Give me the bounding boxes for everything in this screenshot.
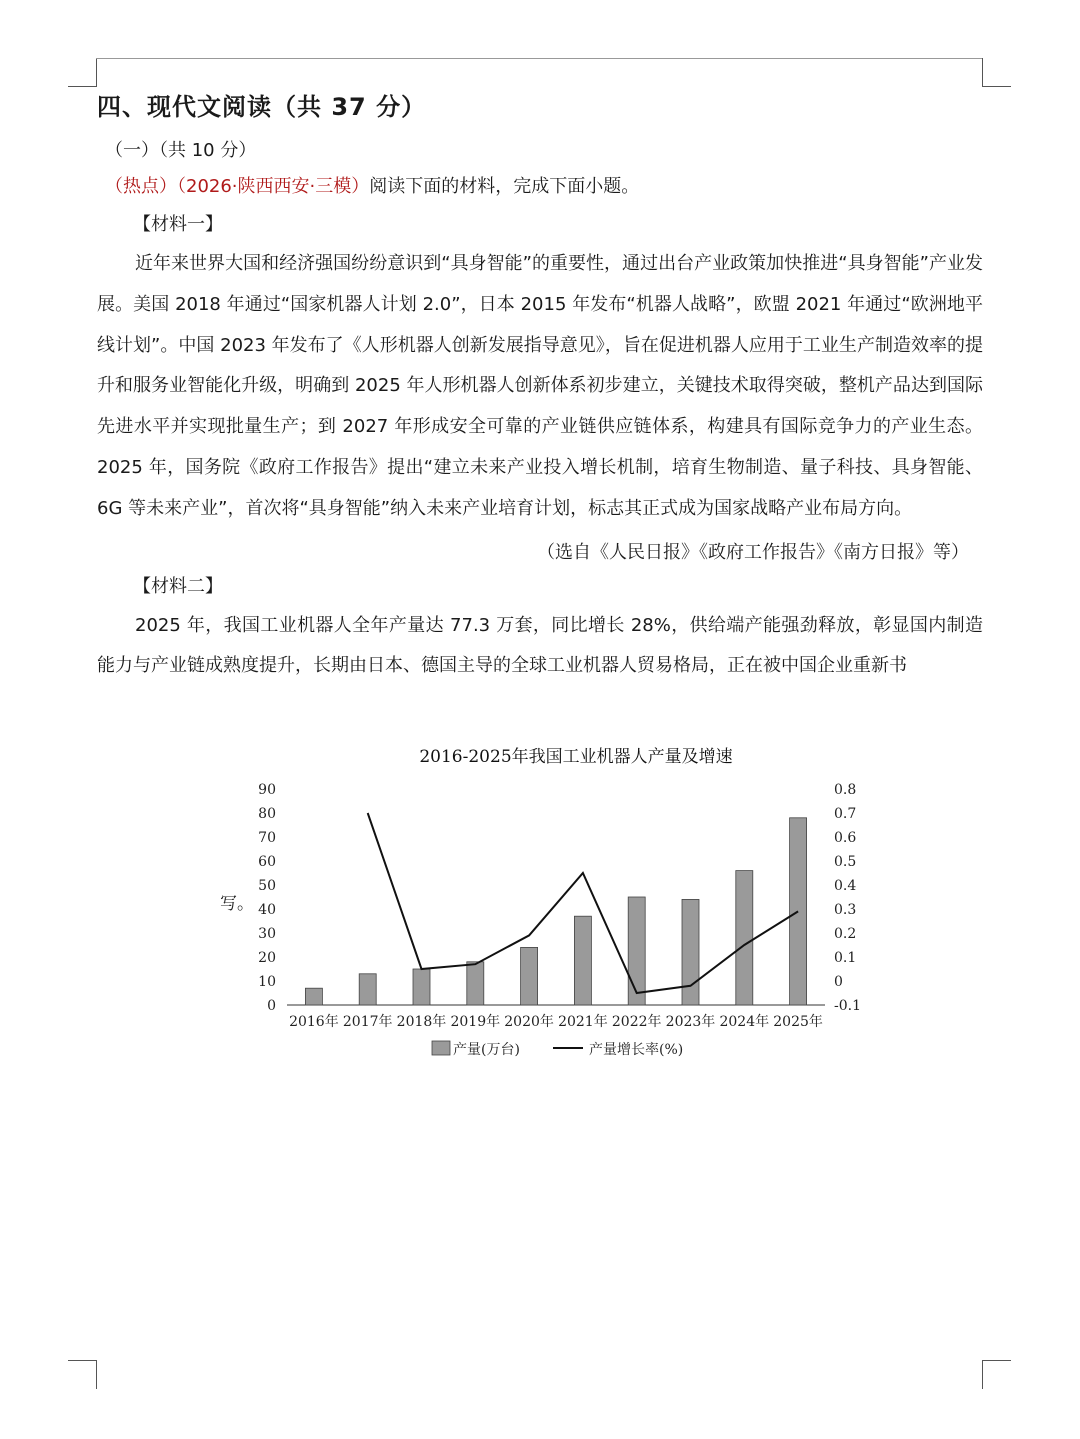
crop-mark-bottom-right — [982, 1360, 1011, 1389]
y-left-tick-label: 40 — [258, 902, 276, 918]
y-left-tick-label: 30 — [258, 926, 276, 942]
intro-line — [105, 172, 983, 202]
material1-paragraph: 近年来世界大国和经济强国纷纷意识到“具身智能”的重要性，通过出台产业政策加快推进“具身智能”产业发展。美国 2018 年通过“国家机器人计划 2.0”，日本 2015 年发布“机器人战略”，欧盟 2021 年通过“欧洲地平线计划”。中国 2023 年发布了《人形机器人创新发展指导意见》，旨在促进机器人应用于工业生产制造效率的提升和服务业智能化升级，明确到 2025 年人形机器人创新体系初步建立，关键技术取得突破，整机产品达到国际先进水平并实现批量生产；到 2027 年形成安全可靠的产业链供应链体系，构建具有国际竞争力的产业生态。2025 年，国务院《政府工作报告》提出“建立未来产业投入增长机制，培育生物制造、量子科技、具身智能、6G 等未来产业”，首次将“具身智能”纳入未来产业培育计划，标志其正式成为国家战略产业布局方向。 — [97, 253, 983, 519]
chart-bar — [736, 871, 753, 1005]
chart-bar — [790, 818, 807, 1005]
y-right-tick-label: 0.1 — [834, 950, 857, 966]
hot-tag: （热点）（2026·陕西西安·三模） — [105, 176, 370, 197]
intro-text: 阅读下面的材料，完成下面小题。 — [369, 176, 640, 197]
material2-paragraph: 2025 年，我国工业机器人全年产量达 77.3 万套，同比增长 28%，供给端产能强劲释放，彰显国内制造能力与产业链成熟度提升，长期由日本、德国主导的全球工业机器人贸易格局，正在被中国企业重新书 — [97, 614, 983, 677]
y-right-tick-label: 0.3 — [834, 902, 857, 918]
chart-annotation: 写。 — [220, 894, 254, 914]
legend-line-label: 产量增长率(%) — [589, 1042, 684, 1058]
x-tick-label: 2017年 — [342, 1014, 393, 1030]
y-left-tick-label: 90 — [258, 782, 276, 798]
chart-bar — [521, 947, 538, 1005]
crop-mark-top-left — [68, 58, 97, 87]
crop-mark-bottom-left — [68, 1360, 97, 1389]
chart-plot-area — [258, 782, 861, 1058]
y-right-tick-label: 0.2 — [834, 926, 857, 942]
sub-title: （一）（共 10 分） — [105, 140, 257, 161]
x-tick-label: 2023年 — [665, 1014, 716, 1030]
page-top-border — [96, 58, 982, 59]
document-body — [97, 88, 983, 688]
y-right-tick-label: 0.6 — [834, 830, 857, 846]
y-right-tick-label: 0.8 — [834, 782, 857, 798]
y-left-tick-label: 50 — [258, 878, 276, 894]
x-tick-label: 2024年 — [719, 1014, 770, 1030]
chart-bar — [467, 962, 484, 1005]
material1-heading: 【材料一】 — [133, 214, 223, 235]
chart-bar — [359, 974, 376, 1005]
x-tick-label: 2018年 — [396, 1014, 447, 1030]
crop-mark-top-right — [982, 58, 1011, 87]
y-left-tick-label: 10 — [258, 974, 276, 990]
section-title: 四、现代文阅读（共 37 分） — [97, 93, 427, 121]
x-tick-label: 2025年 — [773, 1014, 823, 1030]
chart-bar — [305, 988, 322, 1005]
x-tick-label: 2016年 — [289, 1014, 339, 1030]
y-left-tick-label: 0 — [267, 998, 276, 1014]
x-tick-label: 2022年 — [611, 1014, 662, 1030]
chart-title: 2016-2025年我国工业机器人产量及增速 — [419, 747, 733, 767]
chart-bar — [682, 899, 699, 1005]
y-left-tick-label: 70 — [258, 830, 276, 846]
y-right-tick-label: 0.7 — [834, 806, 857, 822]
y-right-tick-label: 0 — [834, 974, 843, 990]
material2-heading: 【材料二】 — [133, 575, 223, 597]
y-right-tick-label: 0.5 — [834, 854, 857, 870]
legend-bar-label: 产量(万台) — [453, 1042, 520, 1058]
chart-bar — [574, 916, 591, 1005]
growth-rate-line — [368, 813, 798, 993]
legend-bar-swatch — [432, 1041, 450, 1055]
x-tick-label: 2021年 — [558, 1014, 608, 1030]
y-left-tick-label: 60 — [258, 854, 276, 870]
y-right-tick-label: 0.4 — [834, 878, 857, 894]
y-left-tick-label: 80 — [258, 806, 276, 822]
y-right-tick-label: -0.1 — [834, 998, 861, 1014]
material1-source: （选自《人民日报》《政府工作报告》《南方日报》等） — [537, 541, 969, 563]
x-tick-label: 2020年 — [504, 1014, 554, 1030]
chart-bar — [413, 969, 430, 1005]
chart-bar — [628, 897, 645, 1005]
x-tick-label: 2019年 — [450, 1014, 501, 1030]
y-left-tick-label: 20 — [258, 950, 276, 966]
